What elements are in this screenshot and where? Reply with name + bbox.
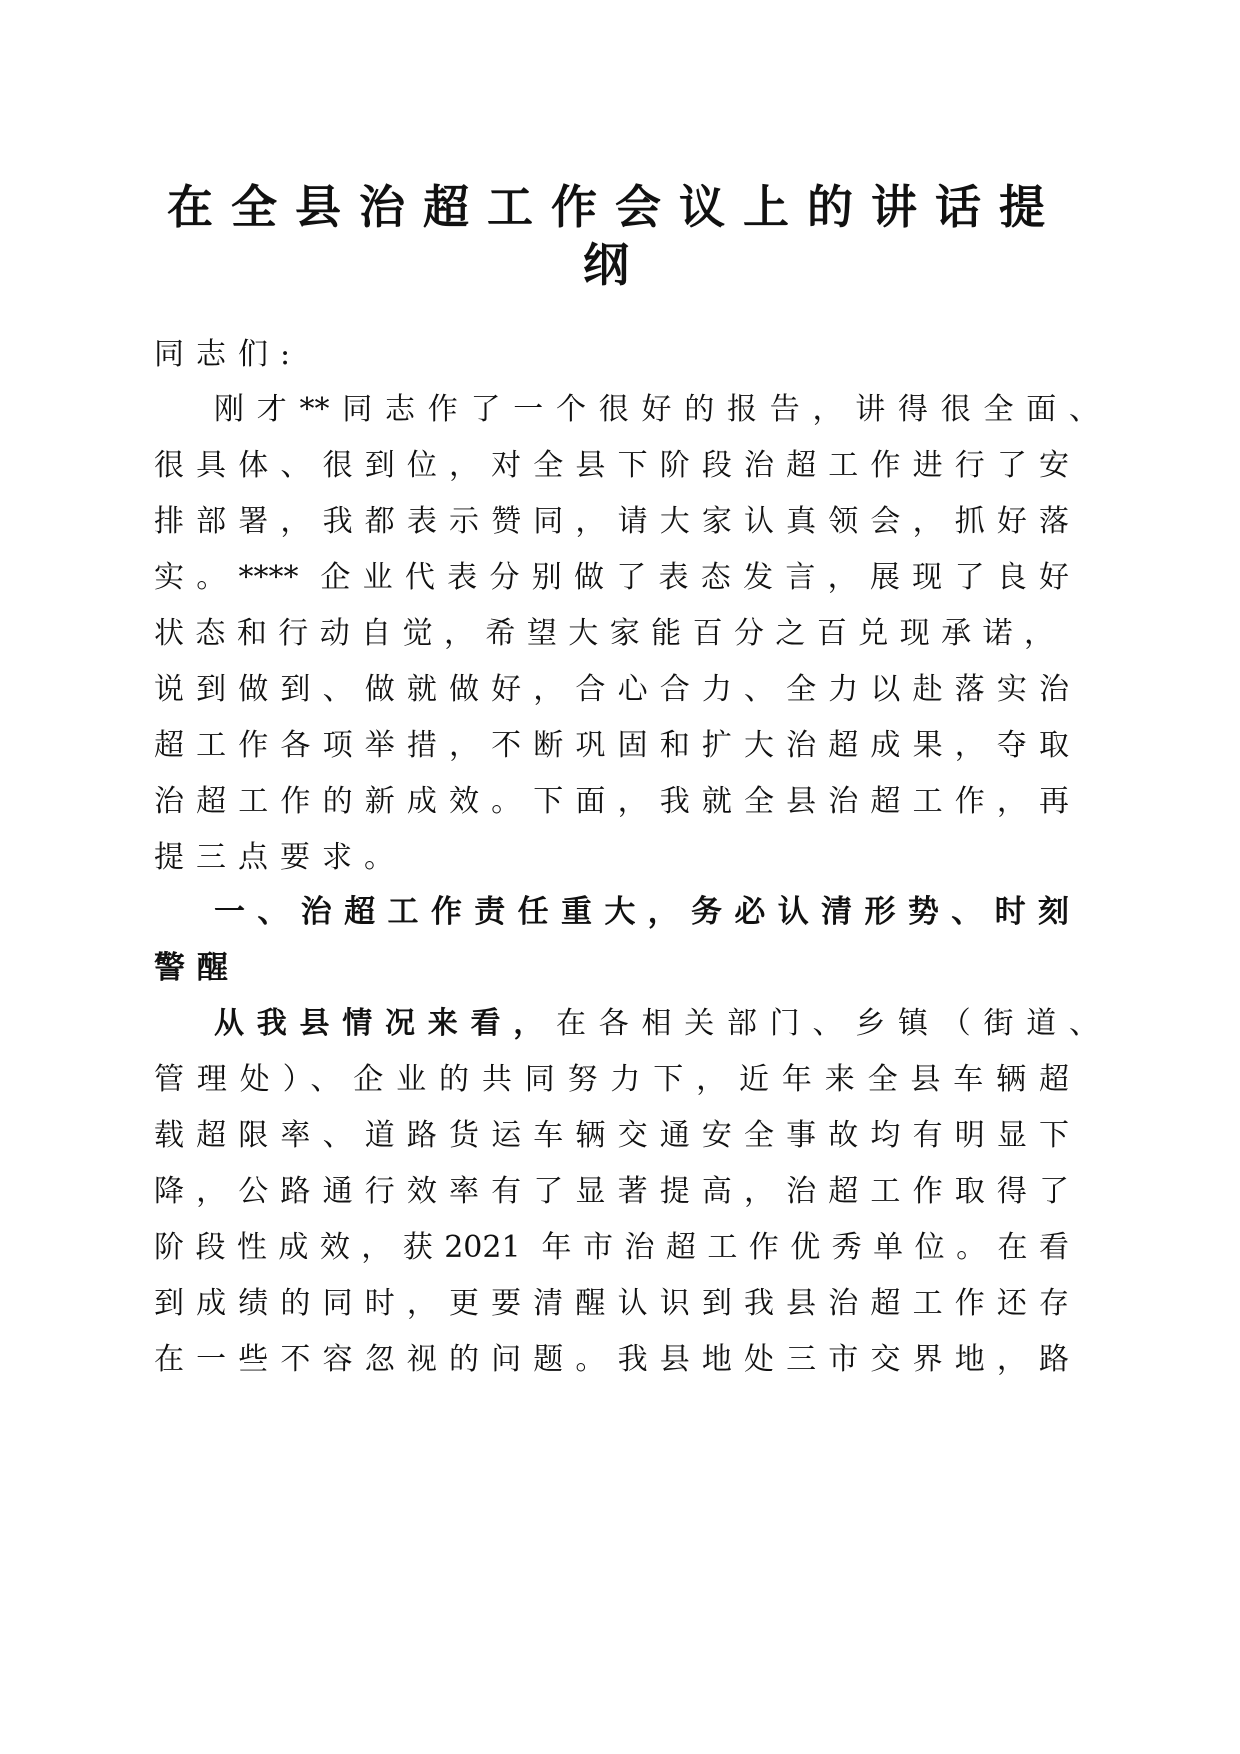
document-title [150, 178, 1080, 294]
paragraph-line: 治超工作的新成效。下面，我就全县治超工作，再 [154, 784, 1069, 819]
paragraph-line: 管理处）、企业的共同努力下，近年来全县车辆超 [154, 1062, 1069, 1097]
paragraph-line: 刚才**同志作了一个很好的报告，讲得很全面、 [214, 392, 1099, 427]
title-line-1: 在全县治超工作会议上的讲话提 [167, 180, 1063, 234]
salutation: 同志们: [154, 337, 303, 372]
paragraph-line: 说到做到、做就做好，合心合力、全力以赴落实治 [154, 672, 1069, 707]
paragraph-line: 到成绩的同时，更要清醒认识到我县治超工作还存 [154, 1286, 1069, 1321]
paragraph-line: 实。**** 企业代表分别做了表态发言，展现了良好 [154, 560, 1069, 595]
paragraph-line: 很具体、很到位，对全县下阶段治超工作进行了安 [154, 448, 1069, 483]
paragraph-lead: 从我县情况来看， [214, 1006, 556, 1041]
paragraph-line: 载超限率、道路货运车辆交通安全事故均有明显下 [154, 1118, 1069, 1153]
paragraph-line: 降，公路通行效率有了显著提高，治超工作取得了 [154, 1174, 1069, 1209]
title-line-2: 纲 [583, 238, 647, 292]
paragraph-line: 状态和行动自觉，希望大家能百分之百兑现承诺， [154, 616, 1054, 651]
section-heading-continued: 警醒 [154, 950, 240, 986]
section-heading: 一、治超工作责任重大，务必认清形势、时刻 [214, 894, 1069, 930]
paragraph-line: 排部署，我都表示赞同，请大家认真领会，抓好落 [154, 504, 1069, 539]
paragraph-text: 在各相关部门、乡镇（街道、 [556, 1006, 1099, 1041]
paragraph-line [154, 1004, 1099, 1044]
paragraph-line: 在一些不容忽视的问题。我县地处三市交界地，路 [154, 1342, 1069, 1377]
paragraph-line: 阶段性成效，获2021 年市治超工作优秀单位。在看 [154, 1230, 1069, 1265]
paragraph-line: 超工作各项举措，不断巩固和扩大治超成果，夺取 [154, 728, 1069, 763]
paragraph-line: 提三点要求。 [154, 840, 406, 875]
